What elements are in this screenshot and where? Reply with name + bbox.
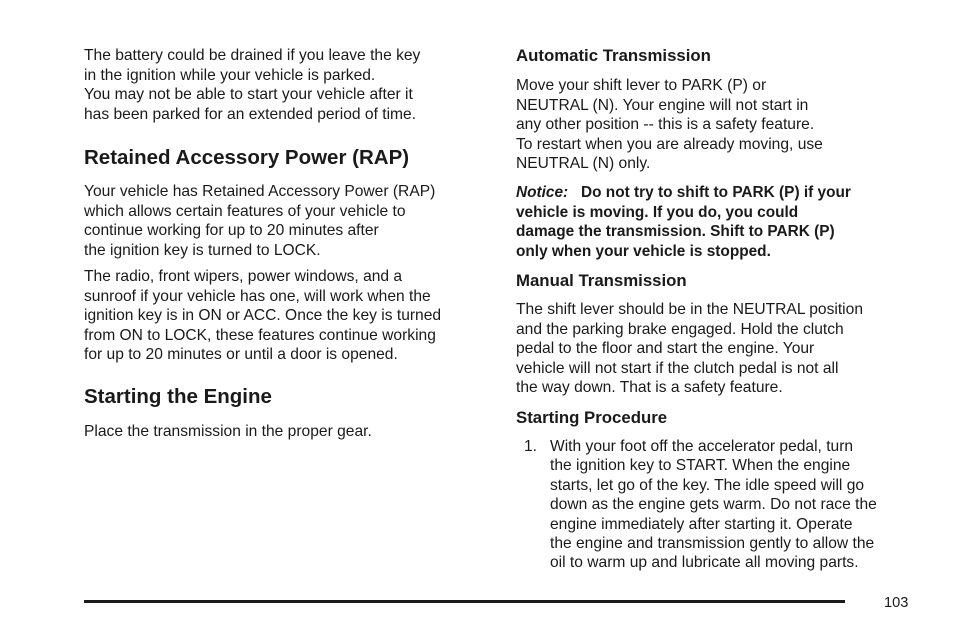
procedure-item-number: 1. [524,438,538,455]
automatic-transmission-paragraph: Move your shift lever to PARK (P) or NEUTRAL (N). Your engine will not start in any other position -- this is a safety feature. To restart when you are already moving, use NEUTRAL (N) only. [516,77,823,172]
footer-rule [84,600,845,603]
manual-transmission-heading: Manual Transmission [516,271,687,290]
starting-engine-paragraph: Place the transmission in the proper gear. [84,423,372,440]
manual-transmission-paragraph: The shift lever should be in the NEUTRAL position and the parking brake engaged. Hold the clutch pedal to the floor and start the engine. Your vehicle will not start if the clutch pedal is not all the way down. That is a safety feature. [516,301,863,396]
procedure-item-text: With your foot off the accelerator pedal, turn the ignition key to START. When the engine starts, let go of the key. The idle speed will go down as the engine gets warm. Do not race the engine immediately after starting it. Operate the engine and transmission gently to allow the oil to warm up and lubricate all moving parts. [550,438,877,572]
rap-heading: Retained Accessory Power (RAP) [84,146,410,169]
starting-engine-heading: Starting the Engine [84,385,272,408]
automatic-transmission-heading: Automatic Transmission [516,46,711,65]
rap-paragraph-1: Your vehicle has Retained Accessory Power (RAP) which allows certain features of your vehicle to continue working for up to 20 minutes after the ignition key is turned to LOCK. [84,183,436,259]
page-number: 103 [884,595,909,611]
rap-paragraph-2: The radio, front wipers, power windows, and a sunroof if your vehicle has one, will work when the ignition key is in ON or ACC. Once the key is turned from ON to LOCK, these features continue working for up to 20 minutes or until a door is opened. [84,268,442,363]
notice-text: Do not try to shift to PARK (P) if your vehicle is moving. If you do, you could damage the transmission. Shift to PARK (P) only when your vehicle is stopped. [516,184,851,260]
starting-procedure-heading: Starting Procedure [516,408,668,427]
notice-label: Notice: [516,184,569,201]
battery-intro-paragraph: The battery could be drained if you leave the key in the ignition while your vehicle is parked. You may not be able to start your vehicle after it has been parked for an extended period of time. [84,47,421,123]
notice-block [516,183,851,261]
